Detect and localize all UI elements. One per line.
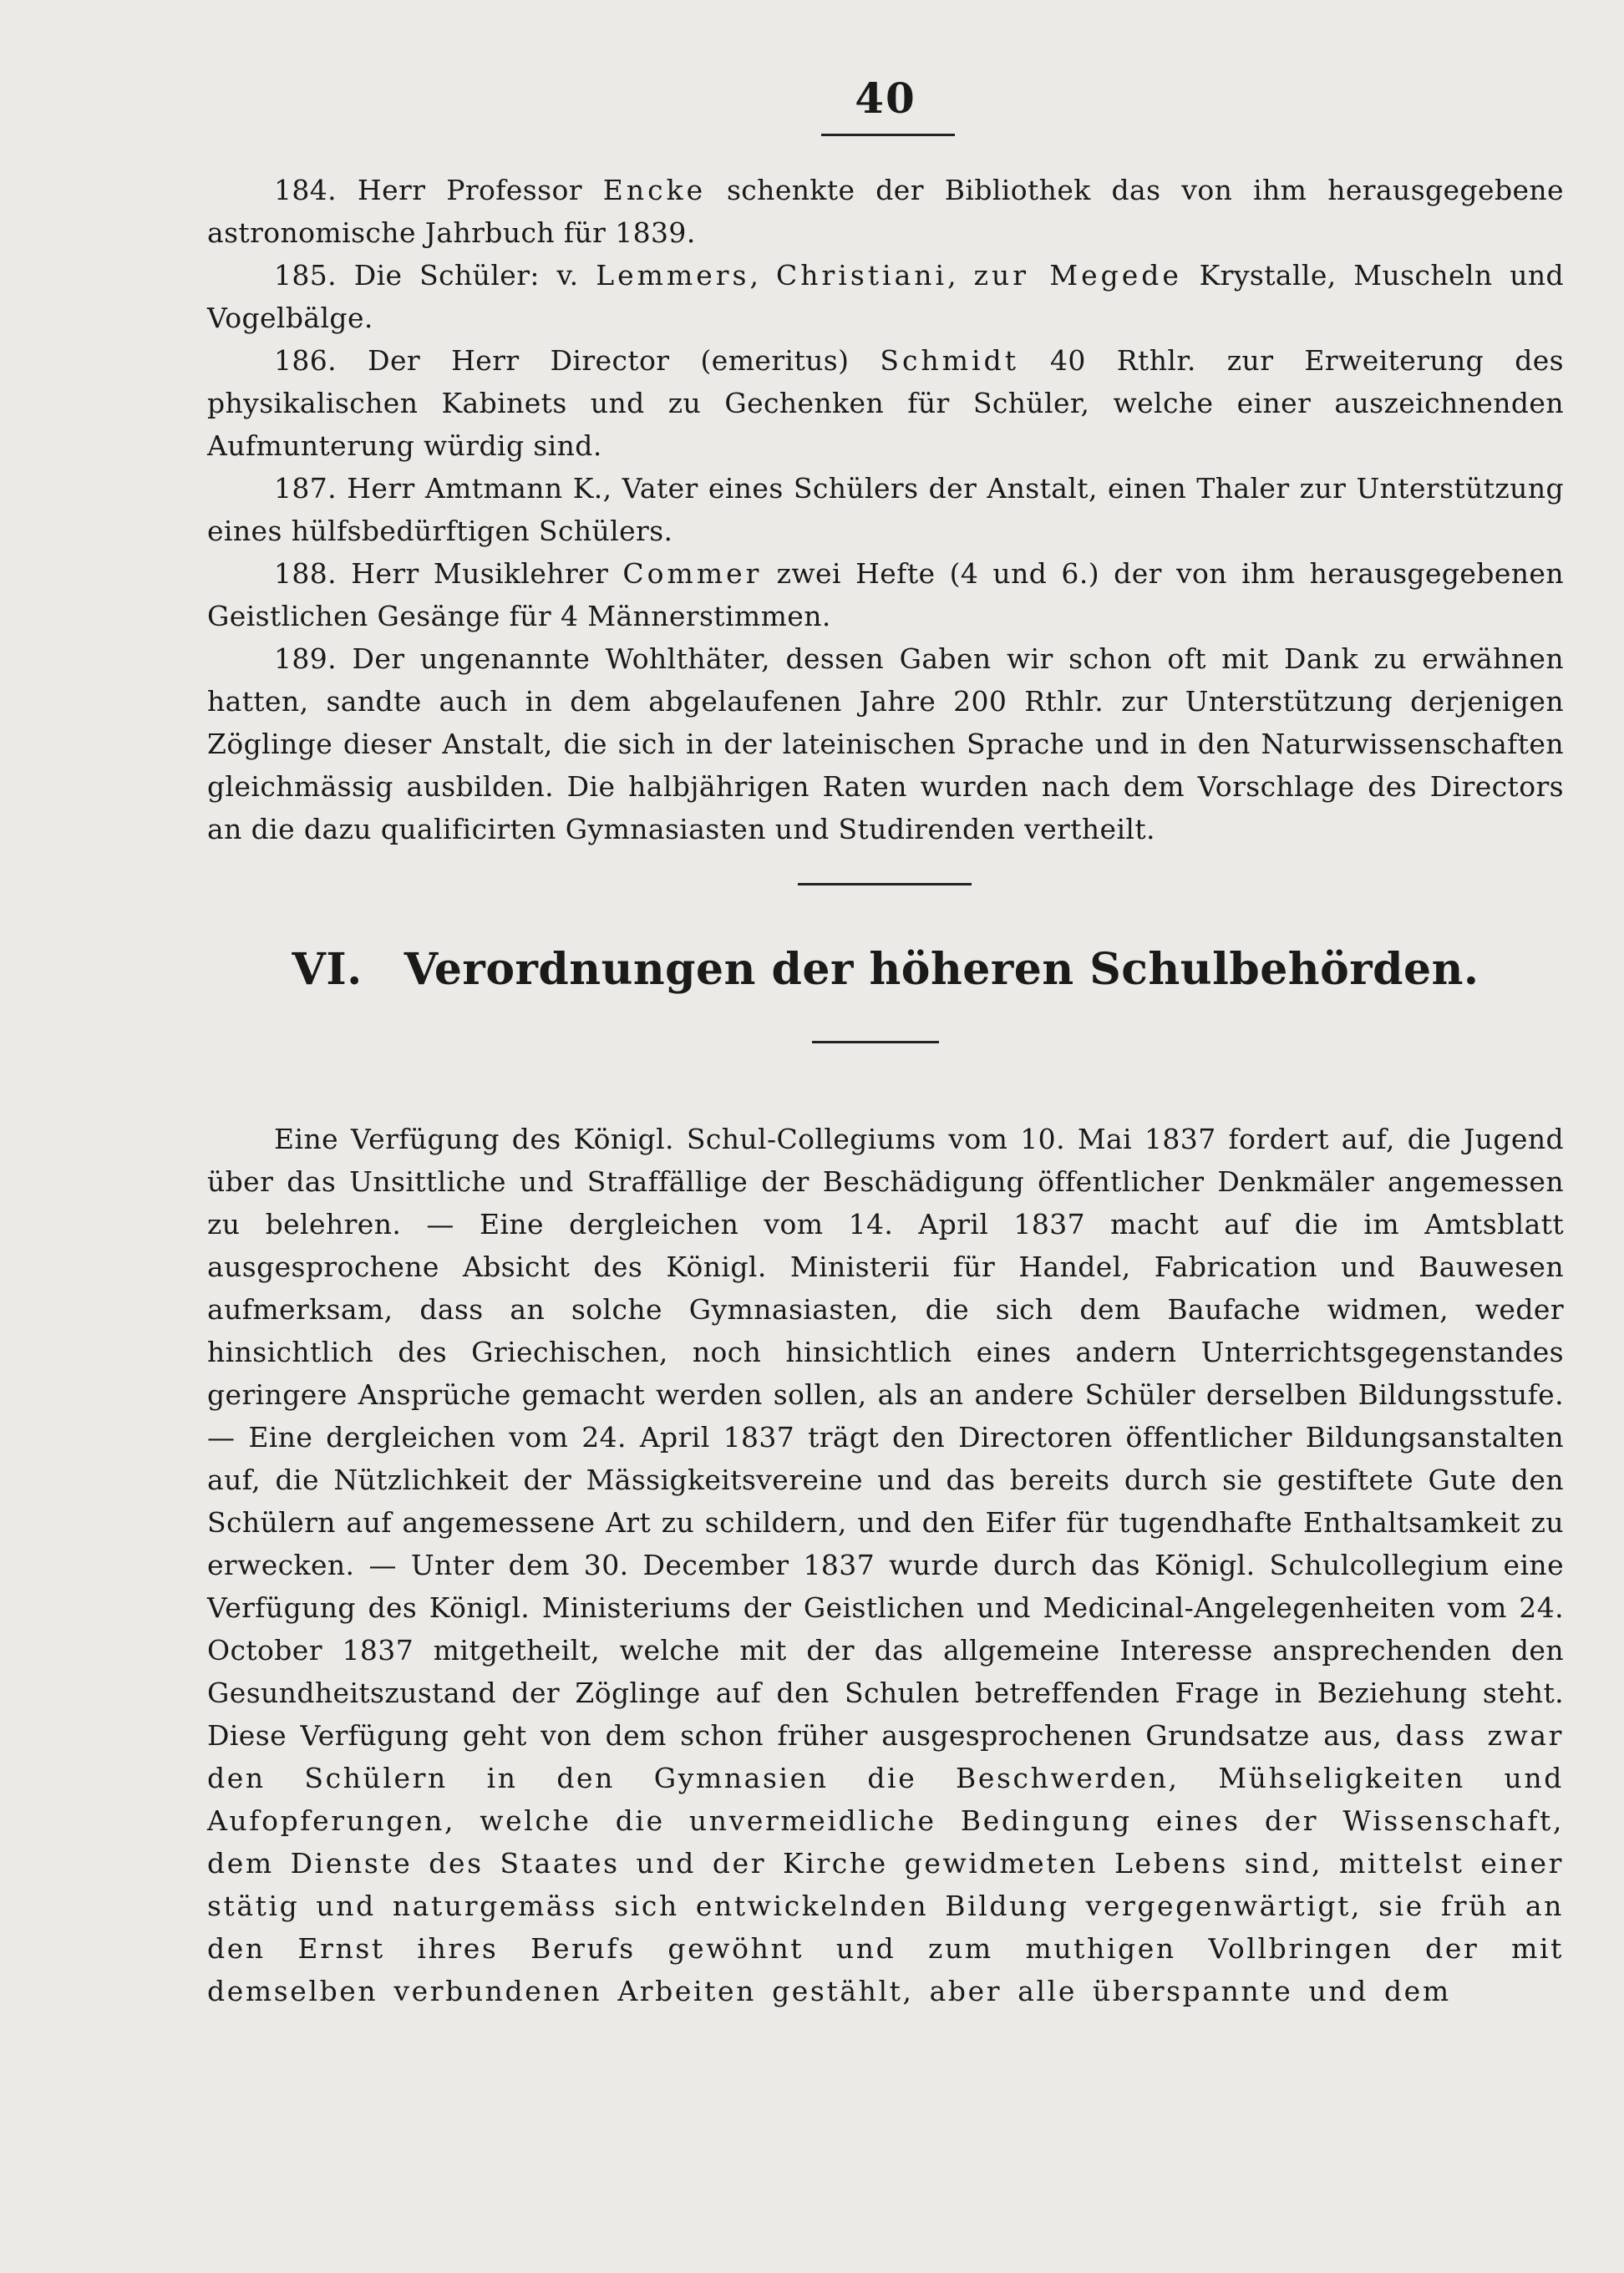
page-number-rule xyxy=(821,134,955,136)
entry-name-spaced: Lemmers xyxy=(596,259,750,292)
entry-name-spaced: Encke xyxy=(602,174,707,206)
body-text-spaced: dass zwar den Schülern in den Gymnasien die Beschwerden, Mühseligkeiten und Aufopferungen, welche die unvermeidliche Bedingung eines der Wissenschaft, dem Dienste des Staates und der Kirche gewidmeten Lebens sind, mittelst einer stätig und naturgemäss sich entwickelnden Bildung vergegenwärtigt, sie früh an den Ernst ihres Berufs gewöhnt und zum muthigen Vollbringen der mit demselben verbundenen Arbeiten gestählt, aber alle überspannte und dem xyxy=(207,1719,1564,2007)
entry-188 xyxy=(207,552,1564,637)
entry-189 xyxy=(207,637,1564,850)
body-text: Eine Verfügung des Königl. Schul-Collegiums vom 10. Mai 1837 fordert auf, die Jugend über das Unsittliche und Straffällige der Beschädigung öffentlicher Denkmäler angemessen zu belehren. — Eine dergleichen vom 14. April 1837 macht auf die im Amtsblatt ausgesprochene Absicht des Königl. Ministerii für Handel, Fabrication und Bauwesen aufmerksam, dass an solche Gymnasiasten, die sich dem Baufache widmen, weder hinsichtlich des Griechischen, noch hinsichtlich eines andern Unterrichtsgegenstandes geringere Ansprüche gemacht werden sollen, als an andere Schüler derselben Bildungsstufe. — Eine dergleichen vom 24. April 1837 trägt den Directoren öffentlicher Bildungsanstalten auf, die Nützlichkeit der Mässigkeitsvereine und das bereits durch sie gestiftete Gute den Schülern auf angemessene Art zu schildern, und den Eifer für tugendhafte Enthaltsamkeit zu erwecken. — Unter dem 30. December 1837 wurde durch das Königl. Schulcollegium eine Verfügung des Königl. Ministeriums der Geistlichen und Medicinal-Angelegenheiten vom 24. October 1837 mitgetheilt, welche mit der das allgemeine Interesse ansprechenden den Gesundheitszustand der Zöglinge auf den Schulen betreffenden Frage in Beziehung steht. Diese Verfügung geht von dem schon früher ausgesprochenen Grundsatze aus, xyxy=(207,1123,1564,1752)
entry-text: Die Schüler: v. xyxy=(353,259,596,292)
section-divider-bottom xyxy=(812,1041,939,1043)
entry-number: 187. xyxy=(274,472,337,505)
entry-text: Herr Musiklehrer xyxy=(351,557,623,590)
entry-187 xyxy=(207,467,1564,552)
page-number: 40 xyxy=(855,74,916,123)
entry-text: , xyxy=(749,259,777,292)
section-title: Verordnungen der höheren Schulbehörden. xyxy=(403,944,1479,995)
section-heading xyxy=(207,944,1564,995)
entry-name-spaced: Schmidt xyxy=(880,344,1019,377)
entry-text: Der ungenannte Wohlthäter, dessen Gaben wir schon oft mit Dank zu erwähnen hatten, sandte auch in dem abgelaufenen Jahre 200 Rthlr. zur Unterstützung derjenigen Zöglinge dieser Anstalt, die sich in der lateinischen Sprache und in den Naturwissenschaften gleichmässig ausbilden. Die halbjährigen Raten wurden nach dem Vorschlage des Directors an die dazu qualificirten Gymnasiasten und Studirenden vertheilt. xyxy=(207,642,1564,845)
entry-number: 189. xyxy=(274,642,337,675)
section-roman-numeral: VI. xyxy=(292,944,363,995)
entry-186 xyxy=(207,339,1564,467)
entry-text: , xyxy=(947,259,974,292)
donation-entries xyxy=(207,169,1564,850)
entry-name-spaced: Christiani xyxy=(776,259,948,292)
entry-name-spaced: Commer xyxy=(622,557,763,590)
entry-text: schenkte der Bibliothek das von ihm herausgegebene astronomische Jahrbuch für 1839. xyxy=(207,174,1564,249)
entry-number: 185. xyxy=(274,259,337,292)
entry-number: 186. xyxy=(274,344,337,377)
entry-text: Herr Professor xyxy=(357,174,603,206)
entry-184 xyxy=(207,169,1564,254)
entry-name-spaced: zur Megede xyxy=(973,259,1182,292)
entry-text: Krystalle, Muscheln und Vogelbälge. xyxy=(207,259,1565,334)
entry-text: Herr Amtmann K., Vater eines Schülers der Anstalt, einen Thaler zur Unterstützung eines hülfsbedürftigen Schülers. xyxy=(207,472,1565,547)
entry-number: 184. xyxy=(274,174,337,206)
entry-text: Der Herr Director (emeritus) xyxy=(368,344,881,377)
entry-text: zwei Hefte (4 und 6.) der von ihm herausgegebenen Geistlichen Gesänge für 4 Männerstimmen. xyxy=(207,557,1564,632)
entry-text: 40 Rthlr. zur Erweiterung des physikalischen Kabinets und zu Gechenken für Schüler, welche einer auszeichnenden Aufmunterung würdig sind. xyxy=(207,344,1565,462)
section-divider-top xyxy=(798,883,972,885)
entry-number: 188. xyxy=(274,557,337,590)
section-body-paragraph xyxy=(207,1118,1564,2012)
entry-185 xyxy=(207,254,1564,339)
